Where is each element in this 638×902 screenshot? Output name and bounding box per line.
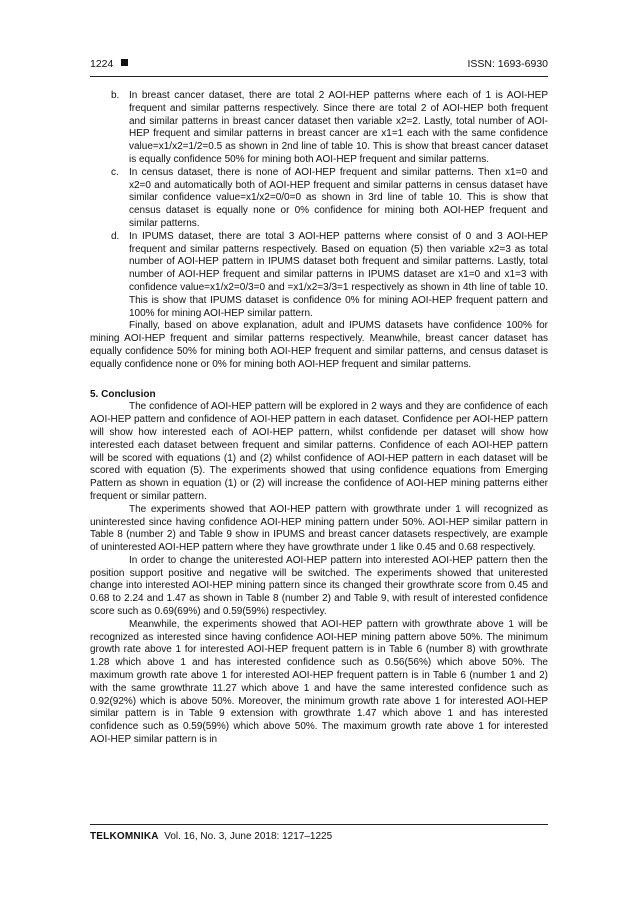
journal-name: TELKOMNIKA	[90, 831, 159, 842]
list-marker: b.	[111, 90, 120, 101]
conclusion-paragraph: Meanwhile, the experiments showed that AOI-HEP pattern with growthrate above 1 will be recognized as interested since having confidence AOI-HEP mining pattern above 50%. The minimum growth rate above 1 for interested AOI-HEP frequent pattern is in Table 6 (number 8) with growthrate 1.28 which above 1 and has interested confidence such as 0.56(56%) which above 50%. The maximum growth rate above 1 for interested AOI-HEP frequent pattern is in Table 6 (number 1 and 2) with the same growthrate 11.27 which above 1 and have the same interested confidence such as 0.92(92%) which is above 50%. Moreover, the minimum growth rate above 1 for interested AOI-HEP similar pattern is in Table 9 extension with growthrate 1.47 which above 1 and has interested confidence such as 0.59(59%) which above 50%. The maximum growth rate above 1 for interested AOI-HEP similar pattern is in	[90, 618, 548, 746]
list-marker: d.	[111, 230, 120, 242]
conclusion-paragraph: In order to change the uniterested AOI-HEP pattern into interested AOI-HEP pattern then the position support positive and negative will be switched. The experiments showed that uniterested change into interested AOI-HEP mining pattern since its changed their growthrate score from 0.45 and 0.68 to 2.24 and 1.47 as shown in Table 8 (number 2) and Table 9, with result of interested confidence score such as 0.69(69%) and 0.59(59%) respectivley.	[90, 554, 548, 618]
running-header	[90, 58, 548, 74]
section-heading: 5. Conclusion	[90, 388, 156, 400]
conclusion-paragraph: The confidence of AOI-HEP pattern will be explored in 2 ways and they are confidence of each AOI-HEP pattern and confidence of AOI-HEP pattern in each dataset. Confidence per AOI-HEP pattern will show how interested each of AOI-HEP pattern, whilst confidende per dataset will show how interested each dataset between frequent and similar patterns. Confidence of each AOI-HEP pattern will be scored with equations (1) and (2) whilst confidence of AOI-HEP pattern in each dataset will be scored with equation (5). The experiments showed that using confidence equations from Emerging Pattern as shown in equation (1) or (2) will increase the confidence of AOI-HEP mining patterns either frequent or similar pattern.	[90, 401, 548, 502]
list-item-text: In IPUMS dataset, there are total 3 AOI-HEP patterns where consist of 0 and 3 AOI-HEP frequent and similar patterns respectively. Based on equation (5) then variable x2=3 as total number of AOI-HEP pattern in IPUMS dataset both frequent and similar patterns. Lastly, total number of AOI-HEP frequent and similar patterns in IPUMS dataset are x1=0 and x1=3 with confidence value=x1/x2=0/3=0 and =x1/x2=3/3=1 respectively as shown in 4th line of table 10. This is show that IPUMS dataset is confidence 0% for mining AOI-HEP frequent pattern and 100% for mining AOI-HEP similar pattern.	[129, 230, 548, 319]
list-marker: c.	[111, 166, 119, 178]
header-rule	[90, 76, 548, 77]
list-item-text: In census dataset, there is none of AOI-HEP frequent and similar patterns. Then x1=0 and x2=0 and automatically both of AOI-HEP frequent and similar patterns in census dataset have similar confidence value=x1/x2=0/0=0 as shown in 3rd line of table 10. This is show that census dataset is equally none or 0% confidence for mining both AOI-HEP frequent and similar patterns.	[129, 166, 548, 229]
conclusion-paragraph: The experiments showed that AOI-HEP pattern with growthrate under 1 will recognized as uninterested since having confidence AOI-HEP mining pattern under 50%. AOI-HEP similar pattern in Table 8 (number 2) and Table 9 show in IPUMS and breast cancer datasets respectively, are example of uninterested AOI-HEP pattern where they have growthrate under 1 like 0.45 and 0.68 respectively.	[90, 503, 548, 554]
dataset-list	[90, 90, 548, 320]
issn-label: ISSN: 1693-6930	[467, 58, 548, 70]
list-item-text: In breast cancer dataset, there are total 2 AOI-HEP patterns where each of 1 is AOI-HEP frequent and similar patterns respectively. Since there are total 2 of AOI-HEP both frequent and similar patterns in breast cancer dataset then variable x2=2. Lastly, total number of AOI-HEP frequent and similar patterns in breast cancer are x1=1 each with the same confidence value=x1/x2=1/2=0.5 as shown in 2nd line of table 10. This is show that breast cancer dataset is equally confidence 50% for mining both AOI-HEP frequent and similar patterns.	[129, 90, 548, 165]
list-item	[90, 90, 548, 167]
list-item	[90, 231, 548, 321]
footer-rule	[90, 824, 548, 825]
summary-paragraph: Finally, based on above explanation, adult and IPUMS datasets have confidence 100% for mining AOI-HEP frequent and similar patterns respectively. Meanwhile, breast cancer dataset has equally confidence 50% for mining both AOI-HEP frequent and similar patterns, and census dataset is equally confidence none or 0% for mining both AOI-HEP frequent and similar patterns.	[90, 320, 548, 370]
page-number: 1224	[90, 58, 114, 70]
list-item	[90, 167, 548, 231]
journal-citation: Vol. 16, No. 3, June 2018: 1217–1225	[164, 831, 333, 842]
body-text	[90, 90, 548, 747]
running-footer	[90, 831, 332, 842]
square-bullet-icon	[121, 59, 128, 66]
